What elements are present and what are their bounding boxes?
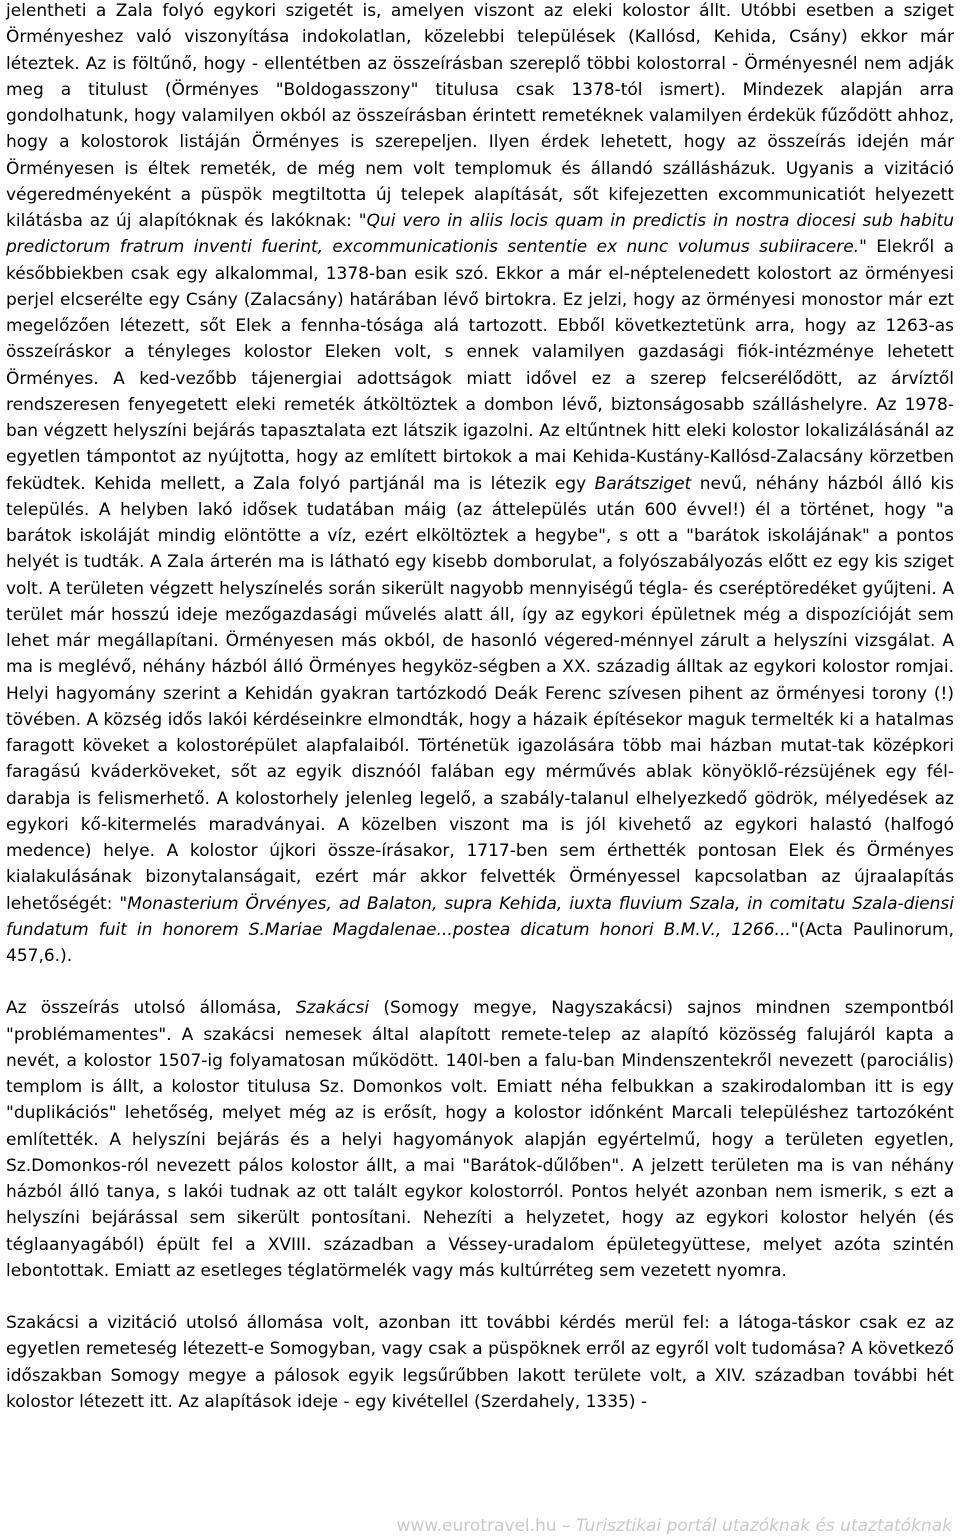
text-segment: nevű, néhány házból álló kis település. A helyben lakó idősek tudatában máig (az áttelepülés után 600 évvel!) él a történet, hogy "a barátok iskoláját mindig elöntötte a víz, ezért elköltöztek a hegybe", s ott a "barátok iskolájának" a pontos helyét is tudták. A Zala árterén ma is látható egy kisebb domborulat, a folyószabályozás előtt ez egy kis sziget volt. A területen végzett helyszínelés során sikerült nagyobb mennyiségű tégla- és cseréptöredéket gyűjteni. A terület már hosszú ideje mezőgazdasági művelés alatt áll, így az egykori épületnek még a dispozícióját sem lehet már megállapítani. Örményesen más okból, de hasonló végered-ménnyel zárult a helyszíni vizsgálat. A ma is meglévő, néhány házból álló Örményes hegyköz-ségben a XX. századig álltak az egykori kolostor romjai. Helyi hagyomány szerint a Kehidán gyakran tartózkodó Deák Ferenc szívesen pihent az örményesi torony (!) tövében. A község idős lakói kérdéseinkre elmondták, hogy a házaik építésekor maguk termelték ki a hatalmas faragott köveket a kolostorépület alapfalaiból. Történetük igazolására több mai házban mutat-tak középkori faragású kváderköveket, sőt az egyik disznóól falában egy mérművés ablak könyöklő-rézsüjének egy fél-darabja is felismerhető. A kolostorhely jelenleg legelő, a szabály-talanul elhelyezkedő gödrök, mélyedések az egykori kő-kitermelés maradványai. A közelben viszont ma is jól kivehető az egykori halastó (halfogó medence) helye. A kolostor újkori össze-írásakor, 1717-ben sem érthették pontosan Elek és Örményes kialakulásának bizonytalanságait, ezért már akkor felvették Örményessel kapcsolatban az újraalapítás lehetőségét: bbox=[6, 473, 954, 914]
footer-site-link[interactable]: www.eurotravel.hu bbox=[396, 1516, 557, 1536]
italic-text-segment: "Monasterium Örvényes, ad Balaton, supra Kehida, iuxta fluvium Szala, in comitatu Szala-diensi fundatum fuit in honorem S.Mariae Magdalenae...postea dicatum honori B.M.V., 1266..." bbox=[6, 893, 954, 940]
text-segment: Az összeírás utolsó állomása, bbox=[6, 998, 296, 1019]
text-segment: jelentheti a Zala folyó egykori szigetét is, amelyen viszont az eleki kolostor állt. Utóbbi esetben a sziget Örményeshez való viszonyítása indokolatlan, közelebbi települések (Kallósd, Kehida, Csány) ekkor már léteztek. Az is föltűnő, hogy - ellentétben az összeírásban szereplő többi kolostorral - Örményesnél nem adják meg a titulust (Örményes "Boldogasszony" titulusa csak 1378-tól ismert). Mindezek alapján arra gondolhatunk, hogy valamilyen okból az összeírásban érintett remetéknek valamilyen érdekük fűződött ahhoz, hogy a kolostorok listáján Örményes is szerepeljen. Ilyen érdek lehetett, hogy az összeírás idején már Örményesen is éltek remeték, de még nem volt templomuk és állandó szállásházuk. Ugyanis a vizitáció végeredményeként a püspök megtiltotta új telepek alapítását, sőt kifejezetten excommunicatiót helyezett kilátásba az új alapítóknak és lakóknak: bbox=[6, 1, 954, 231]
text-segment: (Acta Paulinorum, 457,6.). bbox=[6, 919, 954, 966]
text-segment: (Somogy megye, Nagyszakácsi) sajnos mindnen szempontból "problémamentes". A szakácsi nemesek által alapított remete-telep az alapító közösség falujáról kapta a nevét, a kolostor 1507-ig folyamatosan működött. 140l-ben a falu-ban Mindenszentekről nevezett (parociális) templom is állt, a kolostor titulusa Sz. Domonkos volt. Emiatt néha felbukkan a szakirodalomban itt is egy "duplikációs" lehetőség, melyet még az is erősít, hogy a kolostor időnként Marcali településhez tartozóként említették. A helyszíni bejárás és a helyi hagyományok alapján egyértelmű, hogy a területen egyetlen, Sz.Domonkos-ról nevezett pálos kolostor állt, a mai "Barátok-dűlőben". A jelzett területen ma is van néhány házból álló tanya, s lakói tudnak az ott talált egykor kolostorról. Pontos helyét azonban nem ismerik, s ezt a helyszíni bejárással sem sikerült pontosítani. Nehezíti a helyzetet, hogy az egykori kolostor helyén (és téglaanyagából) épült fel a XVIII. században a Véssey-uradalom épületegyüttese, melyet azóta szintén lebontottak. Emiatt az esetleges téglatörmelék vagy más kultúrréteg sem vezetett nyomra. bbox=[6, 998, 954, 1281]
italic-text-segment: "Qui vero in aliis locis quam in predictis in nostra diocesi sub habitu predictorum fratrum inventi fuerint, excommunicationis sententie ex nunc volumus subiiracere." bbox=[6, 211, 954, 258]
text-segment: Elekről a későbbiekben csak egy alkalommal, 1378-ban esik szó. Ekkor a már el-néptelenedett kolostort az örményesi perjel elcserélte egy Csány (Zalacsány) határában lévő birtokra. Ez jelzi, hogy az örményesi monostor már ezt megelőzően létezett, sőt Elek a fennha-tósága alá tartozott. Ebből következtetünk arra, hogy az 1263-as összeíráskor a tényleges kolostor Eleken volt, s ennek valamilyen gazdasági fiók-intézménye lehetett Örményes. A ked-vezőbb tájenergiai adottságok miatt idővel ez a szerep felcserélődött, az árvíztől rendszeresen fenyegetett eleki remeték átköltöztek a dombon lévő, biztonságosabb szálláshelyre. Az 1978-ban végzett helyszíni bejárás tapasztalata ezt látszik igazolni. Az eltűntnek hitt eleki kolostor lokalizálásánál az egyetlen támpontot az nyújtotta, hogy az említett birtokok a mai Kehida-Kustány-Kallósd-Zalacsány körzetben feküdtek. Kehida mellett, a Zala folyó partjánál ma is létezik egy bbox=[6, 237, 954, 494]
italic-text-segment: Szakácsi bbox=[295, 998, 370, 1019]
italic-text-segment: Barátsziget bbox=[594, 473, 692, 494]
footer-tagline: – Turisztikai portál utazóknak és utaztatóknak bbox=[556, 1516, 952, 1536]
paragraph bbox=[6, 995, 954, 1284]
text-segment: Szakácsi a vizitáció utolsó állomása volt, azonban itt további kérdés merül fel: a látoga-táskor csak ez az egyetlen remeteség létezett-e Somogyban, vagy csak a püspöknek erről az egyről volt tudomása? A következő időszakban Somogy megye a pálosok egyik legsűrűbben lakott területe volt, a XIV. században további hét kolostor létezett itt. Az alapítások ideje - egy kivétellel (Szerdahely, 1335) - bbox=[6, 1313, 954, 1412]
footer-watermark bbox=[397, 1516, 953, 1536]
paragraph bbox=[6, 0, 954, 969]
paragraph bbox=[6, 1310, 954, 1415]
document-page bbox=[6, 0, 954, 1415]
